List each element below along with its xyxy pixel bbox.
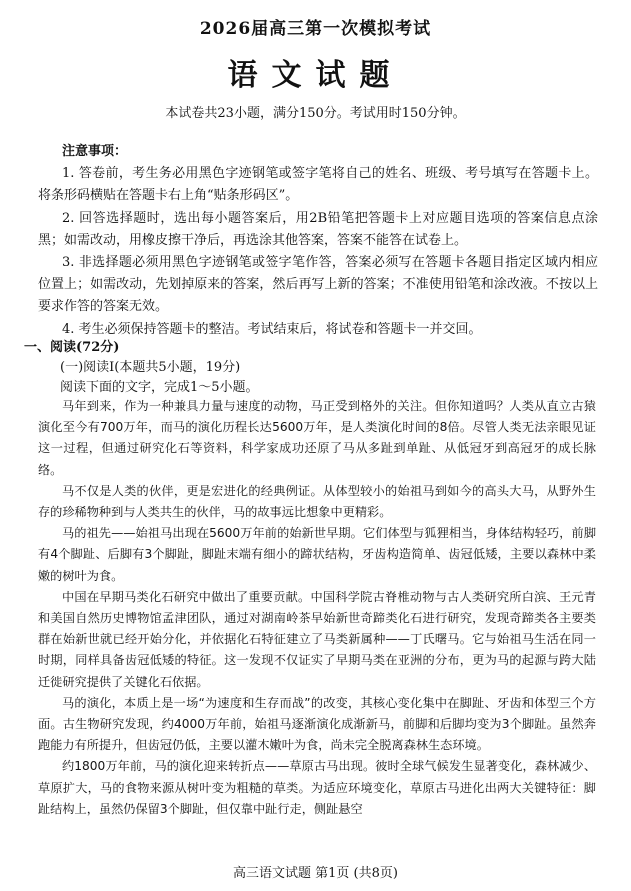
passage-paragraph: 马年到来，作为一种兼具力量与速度的动物，马正受到格外的关注。但你知道吗？人类从直立古猿演化至今有700万年，而马的演化历程长达5600万年，是人类演化时间的8倍。尽管人类无法亲眼见证这一过程，但通过研究化石等资料，科学家成功还原了马从多趾到单趾、从低冠牙到高冠牙的成长脉络。 (38, 399, 596, 477)
exam-intro: 本试卷共23小题，满分150分。考试用时150分钟。 (165, 106, 466, 121)
note-item-3: 3. 非选择题必须用黑色字迹钢笔或签字笔作答，答案必须写在答题卡各题目指定区域内相应位置上；如需改动，先划掉原来的答案，然后再写上新的答案；不准使用铅笔和涂改液。不按以上要求作答的答案无效。 (38, 255, 598, 315)
subject-title: 语文试题 (227, 58, 404, 93)
exam-name: 2026届高三第一次模拟考试 (199, 19, 432, 39)
note-item-1: 1. 答卷前，考生务必用黑色字迹钢笔或签字笔将自己的姓名、班级、考号填写在答题卡上。将条形码横贴在答题卡右上角“贴条形码区”。 (38, 166, 598, 204)
note-item-2: 2. 回答选择题时，选出每小题答案后，用2B铅笔把答题卡上对应题目选项的答案信息点涂黑；如需改动，用橡皮擦干净后，再选涂其他答案，答案不能答在试卷上。 (38, 210, 598, 248)
passage-paragraph: 马不仅是人类的伙伴，更是宏进化的经典例证。从体型较小的始祖马到如今的高头大马，从野外生存的珍稀物种到与人类共生的伙伴，马的故事远比想象中更精彩。 (38, 483, 596, 520)
page-footer: 高三语文试题 第1页 (共8页) (233, 866, 398, 881)
passage-paragraph: 马的祖先——始祖马出现在5600万年前的始新世早期。它们体型与狐狸相当，身体结构轻巧，前脚有4个脚趾、后脚有3个脚趾，脚趾末端有细小的蹄状结构，牙齿构造简单、齿冠低矮，主要以森林中柔嫩的树叶为食。 (38, 526, 596, 583)
reading-passage (38, 396, 596, 820)
passage-paragraph: 马的演化，本质上是一场“为速度和生存而战”的改变，其核心变化集中在脚趾、牙齿和体型三个方面。古生物研究发现，约4000万年前，始祖马逐渐演化成渐新马，前脚和后脚均变为3个脚趾。虽然奔跑能力有所提升，但齿冠仍低，主要以灌木嫩叶为食，尚未完全脱离森林生态环境。 (38, 695, 596, 753)
note-item-4: 4. 考生必须保持答题卡的整洁。考试结束后，将试卷和答题卡一并交回。 (62, 321, 482, 337)
notes-block (38, 141, 598, 341)
notes-heading: 注意事项： (62, 144, 128, 159)
reading-instruction: 阅读下面的文字，完成1～5小题。 (60, 380, 259, 395)
subsection-title: (一)阅读Ⅰ(本题共5小题，19分) (60, 360, 241, 375)
passage-paragraph: 约1800万年前，马的演化迎来转折点——草原古马出现。彼时全球气候发生显著变化，森林减少、草原扩大，马的食物来源从树叶变为粗糙的草类。为适应环境变化，草原古马进化出两大关键特征：脚趾结构上，虽然仍保留3个脚趾，但仅靠中趾行走，侧趾悬空 (38, 759, 596, 816)
section-title: 一、阅读(72分) (24, 340, 120, 355)
passage-paragraph: 中国在早期马类化石研究中做出了重要贡献。中国科学院古脊椎动物与古人类研究所白滨、王元青和美国自然历史博物馆孟津团队，通过对湖南岭茶早始新世奇蹄类化石进行研究，发现奇蹄类各主要类群在始新世就已经开始分化，并依据化石特征建立了马类新属种——丁氏曙马。它与始祖马生活在同一时期，同样具备齿冠低矮的特征。这一发现不仅证实了早期马类在亚洲的分布，更为马的起源与跨大陆迁徙研究提供了关键化石依据。 (38, 589, 596, 689)
